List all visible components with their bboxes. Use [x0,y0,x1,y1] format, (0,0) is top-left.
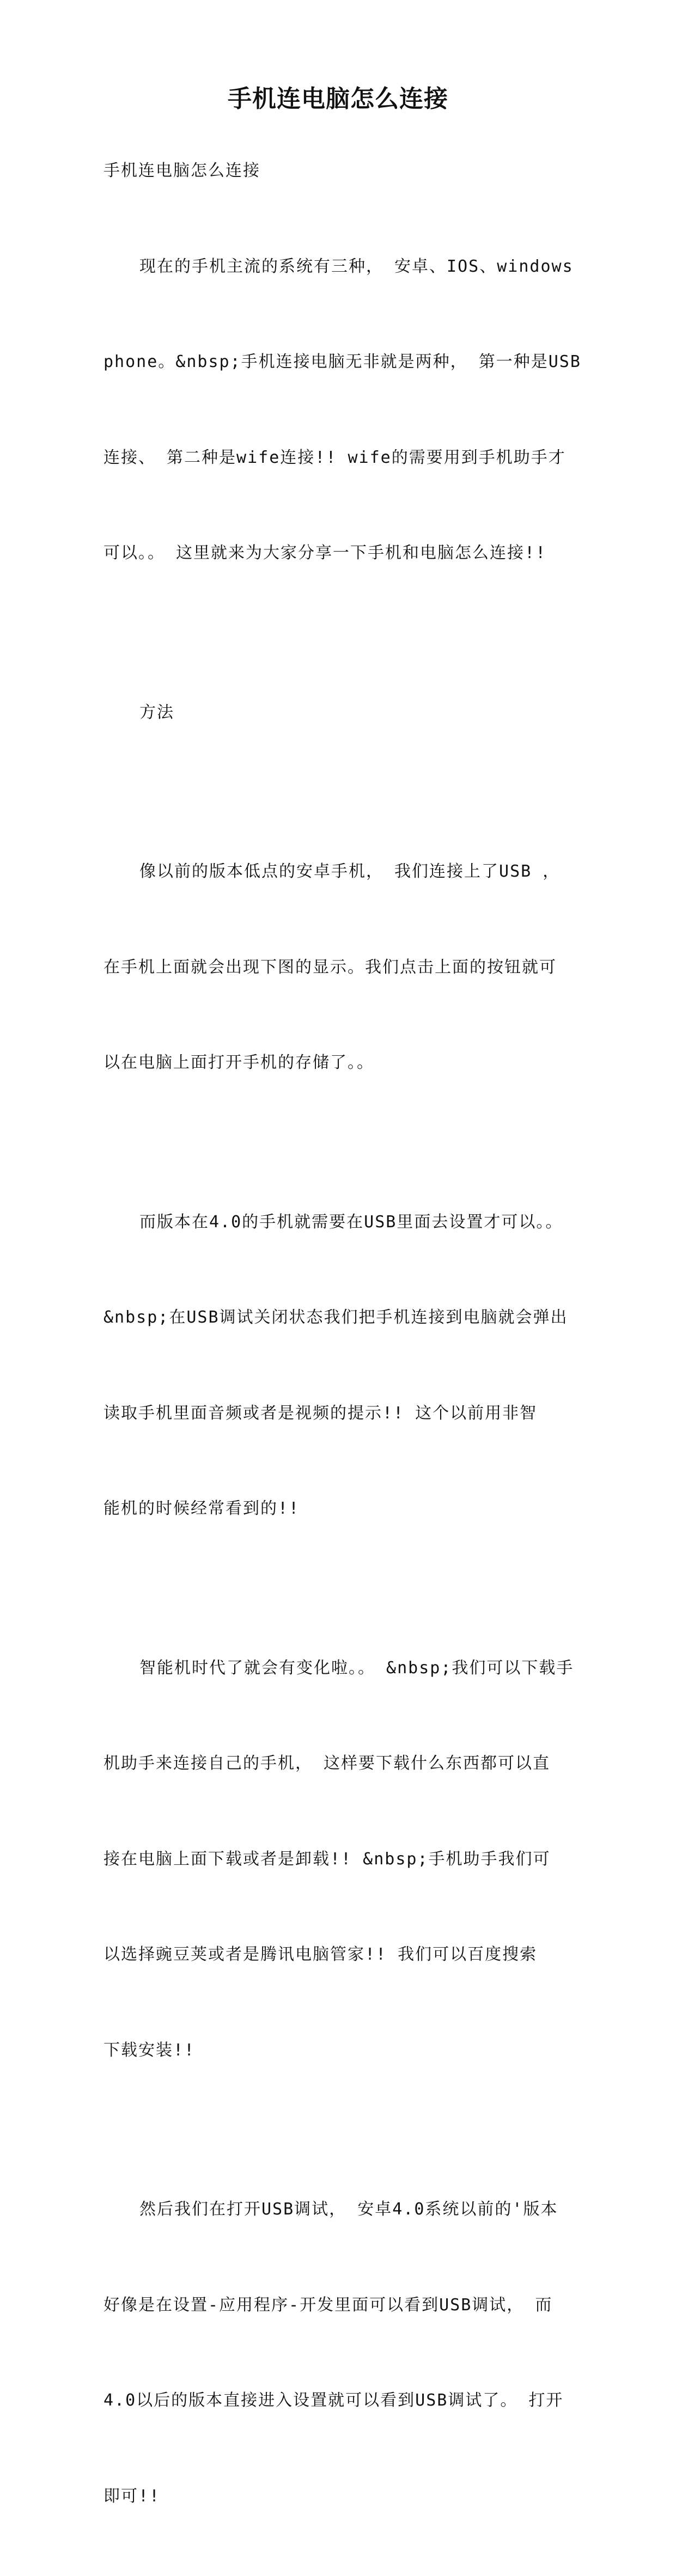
paragraph-version-4 [103,1143,572,1589]
text-line: 连接、 第二种是wife连接!! wife的需要用到手机助手才 [103,448,566,467]
text-line: phone。&nbsp;手机连接电脑无非就是两种， 第一种是USB [103,352,581,371]
text-line: &nbsp;在USB调试关闭状态我们把手机连接到电脑就会弹出 [103,1308,568,1327]
text-line: 在手机上面就会出现下图的显示。我们点击上面的按钮就可 [103,957,557,977]
text-line: 方法 [139,702,174,722]
text-line: 好像是在设置-应用程序-开发里面可以看到USB调试， 而 [103,2295,553,2315]
paragraph-intro [103,187,581,633]
paragraph-usb-debugging [103,2130,572,2576]
text-line: 现在的手机主流的系统有三种， 安卓、IOS、windows [139,256,574,276]
paragraph-method-heading [103,633,572,793]
text-line: 4.0以后的版本直接进入设置就可以看到USB调试了。 打开 [103,2391,564,2410]
document-subtitle: 手机连电脑怎么连接 [103,161,260,180]
text-line: 可以。。 这里就来为大家分享一下手机和电脑怎么连接!! [103,543,547,562]
paragraph-smartphone-era [103,1589,572,2131]
document-title: 手机连电脑怎么连接 [228,85,448,113]
document-body [103,155,581,2576]
text-line: 智能机时代了就会有变化啦。。 &nbsp;我们可以下载手 [139,1658,574,1678]
text-line: 即可!! [103,2486,161,2506]
text-line: 像以前的版本低点的安卓手机， 我们连接上了USB ， [139,862,561,881]
text-line: 以在电脑上面打开手机的存储了。。 [103,1053,374,1072]
text-line: 接在电脑上面下载或者是卸载!! &nbsp;手机助手我们可 [103,1849,551,1869]
text-line: 然后我们在打开USB调试， 安卓4.0系统以前的'版本 [139,2200,558,2219]
text-line: 下载安装!! [103,2040,196,2060]
text-line: 能机的时候经常看到的!! [103,1499,300,1518]
text-line: 以选择豌豆荚或者是腾讯电脑管家!! 我们可以百度搜索 [103,1945,538,1964]
text-line: 而版本在4.0的手机就需要在USB里面去设置才可以。。 [139,1212,563,1232]
text-line: 机助手来连接自己的手机， 这样要下载什么东西都可以直 [103,1754,551,1773]
paragraph-old-android [103,792,572,1143]
text-line: 读取手机里面音频或者是视频的提示!! 这个以前用非智 [103,1403,538,1423]
